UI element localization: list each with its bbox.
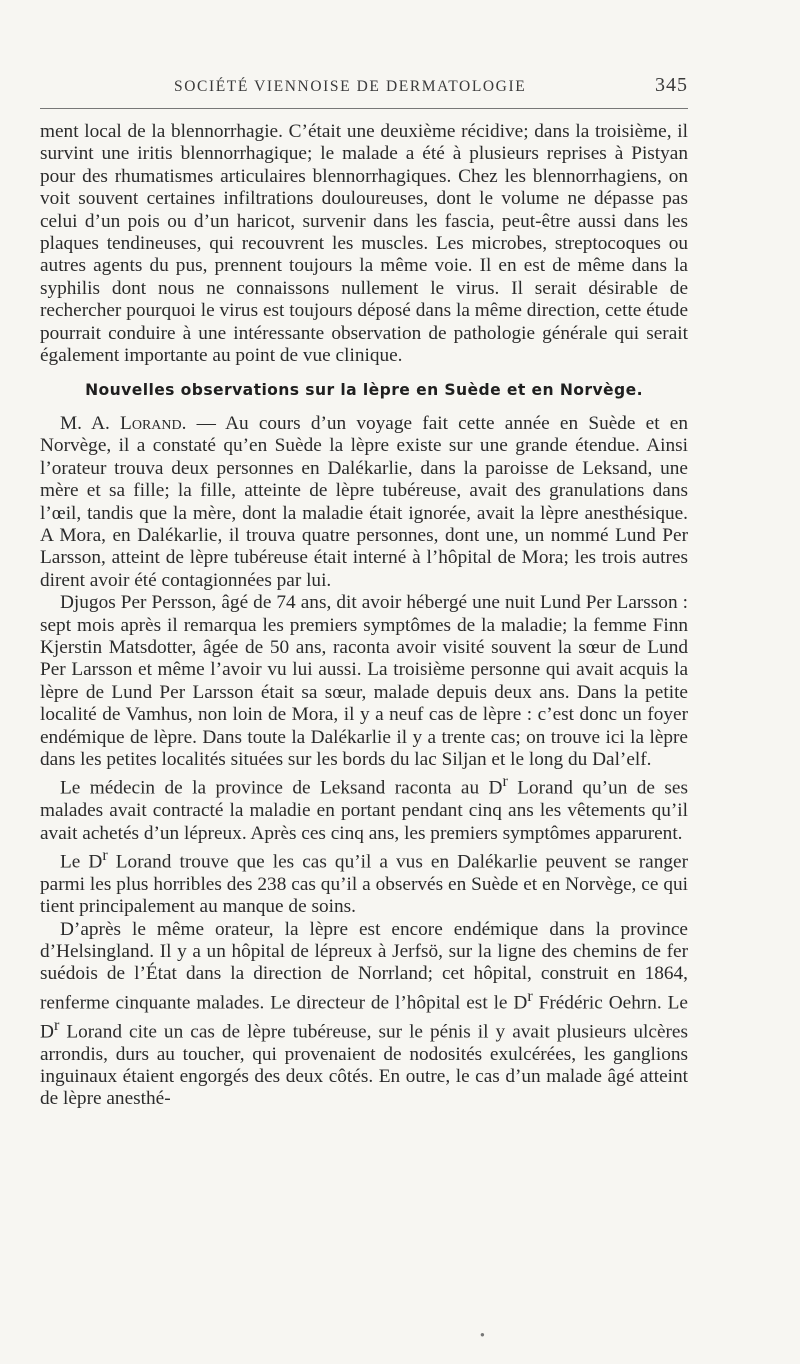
print-mark: ● — [480, 1330, 485, 1339]
paragraph-text: Le D — [60, 851, 103, 873]
intro-paragraph: ment local de la blennorrhagie. C’était une deuxième récidive; dans la troisième, il survint une iritis blennorrhagique; le malade a été à plusieurs reprises à Pistyan pour des rhumatismes articulaires blennorrhagiques. Chez les blennorrhagiens, on voit souvent certaines infiltrations douloureuses, dont le volume ne dépasse pas celui d’un pois ou d’un haricot, survenir dans les fascia, peut-être aussi dans les plaques tendineuses, qui recouvrent les muscles. Les microbes, streptocoques ou autres agents du pus, prennent toujours la même voie. Il en est de même dans la syphilis dont nous ne connaissons nullement le virus. Il serait désirable de rechercher pourquoi le virus est toujours déposé dans la même direction, cette étude pourrait conduire à une intéressante observation de pathologie générale qui serait également importante au point de vue clinique. — [40, 121, 688, 367]
page-number: 345 — [655, 74, 688, 96]
superscript: r — [53, 1016, 60, 1034]
section-title: Nouvelles observations sur la lèpre en Suède et en Norvège. — [85, 381, 643, 400]
paragraph-lorand-report — [40, 413, 688, 592]
paragraph-text: Lorand trouve que les cas qu’il a vus en Dalékarlie peuvent se ranger parmi les plus horribles des 238 cas qu’il a observés en Suède et en Norvège, ce qui tient principalement au manque de soins. — [40, 851, 688, 918]
paragraph-text: — Au cours d’un voyage fait cette année en Suède et en Norvège, il a constaté qu’en Suède la lèpre existe sur une grande étendue. Ainsi l’orateur trouva deux personnes en Dalékarlie, dans la paroisse de Leksand, une mère et sa fille; la fille, atteinte de lèpre tubéreuse, avait des granulations dans l’œil, tandis que la mère, dont la maladie était ignorée, avait la lèpre anesthésique. A Mora, en Dalékarlie, il trouva quatre personnes, dont une, un nommé Lund Per Larsson, atteint de lèpre tubéreuse était interné à l’hôpital de Mora; les trois autres dirent avoir été contagionnées par lui. — [40, 412, 688, 591]
speaker-name: M. A. Lorand. — [60, 412, 187, 434]
body-text — [40, 121, 688, 1111]
paragraph-dalekarlie-cases — [40, 845, 688, 919]
paragraph-djugos: Djugos Per Persson, âgé de 74 ans, dit avoir hébergé une nuit Lund Per Larsson : sept mois après il remarqua les premiers symptômes de la maladie; la femme Finn Kjerstin Matsdotter, âgée de 50 ans, raconta avoir visité souvent la sœur de Lund Per Larsson et même l’avoir vu lui aussi. La troisième personne qui avait acquis la lèpre de Lund Per Larsson était sa sœur, malade depuis deux ans. Dans la petite localité de Vamhus, non loin de Mora, il y a neuf cas de lèpre : c’est donc un foyer endémique de lèpre. Dans toute la Dalékarlie il y a trente cas; on trouve ici la lèpre dans les petites localités situées sur les bords du lac Siljan et le long du Dal’elf. — [40, 592, 688, 770]
paragraph-leksand-physician — [40, 771, 688, 845]
paragraph-text: D’après le même orateur, la lèpre est encore endémique dans la province d’Helsingland. Il y a un hôpital de lépreux à Jerfsö, sur la ligne des chemins de fer suédois de l’État dans la direction de Norrland; cet hôpital, construit en 1864, renferme cinquante malades. Le directeur de l’hôpital est le D — [40, 918, 688, 1014]
paragraph-text: Lorand qu’un de ses malades avait contracté la maladie en portant pendant cinq ans les vêtements qu’il avait achetés d’un lépreux. Après ces cinq ans, les premiers symptômes apparurent. — [40, 777, 688, 844]
paragraph-helsingland — [40, 919, 688, 1111]
running-header — [40, 74, 688, 109]
paragraph-text: Lorand cite un cas de lèpre tubéreuse, sur le pénis il y avait plusieurs ulcères arrondis, durs au toucher, qui provenaient de nodosités exulcérées, les ganglions inguinaux étaient engorgés des deux côtés. En outre, le cas d’un malade âgé atteint de lèpre anesthé- — [40, 1021, 688, 1110]
paragraph-text: Frédéric Oehrn. Le D — [40, 992, 688, 1043]
superscript: r — [502, 773, 508, 791]
running-title: SOCIÉTÉ VIENNOISE DE DERMATOLOGIE — [174, 78, 527, 95]
superscript: r — [527, 987, 533, 1005]
page-content — [40, 74, 688, 1111]
superscript: r — [102, 847, 108, 865]
paragraph-text: Le médecin de la province de Leksand raconta au D — [60, 777, 503, 799]
